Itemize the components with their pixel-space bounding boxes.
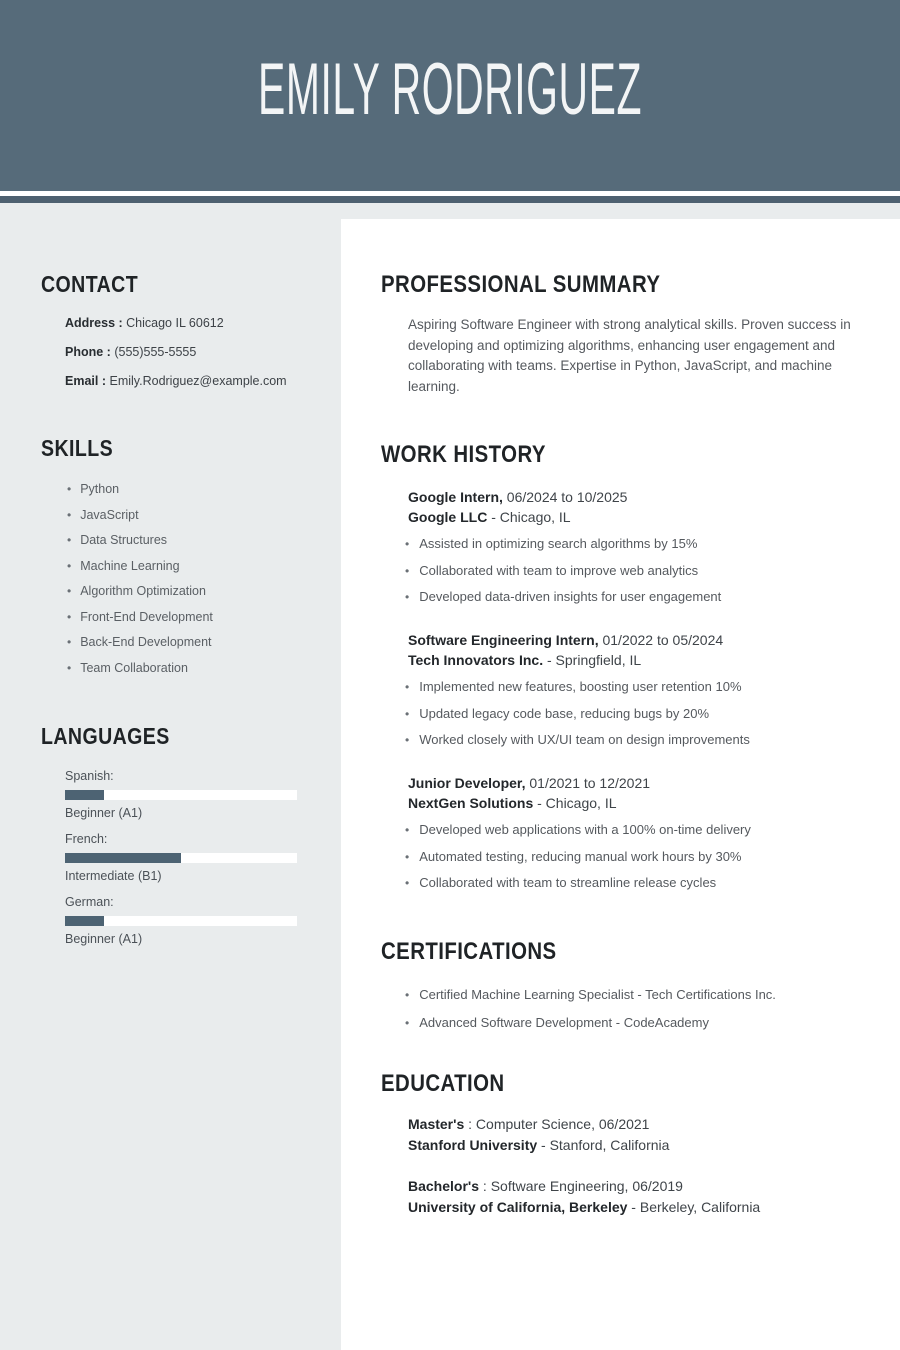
education-degree-line xyxy=(408,1114,872,1135)
job-bullet: • Automated testing, reducing manual work hours by 30% xyxy=(405,850,872,864)
language-group-german xyxy=(65,895,321,947)
contact-row-email xyxy=(65,374,321,389)
skill-item: • Team Collaboration xyxy=(67,661,321,675)
language-group-spanish xyxy=(65,769,321,821)
education-degree: Master's xyxy=(408,1115,465,1132)
languages-title: LANGUAGES xyxy=(41,722,170,749)
education-detail: : Computer Science, 06/2021 xyxy=(464,1115,650,1132)
skill-item: • Machine Learning xyxy=(67,559,321,573)
summary-text: Aspiring Software Engineer with strong analytical skills. Proven success in developing and optimizing algorithms, enhancing user engagement and collaborating with teams. Expertise in Python, JavaScript, and machine learning. xyxy=(408,317,851,394)
job-bullet: • Updated legacy code base, reducing bugs by 20% xyxy=(405,707,872,721)
job-location: - Springfield, IL xyxy=(547,652,642,668)
header-banner xyxy=(0,0,900,191)
main-panel xyxy=(341,219,900,1350)
job-role: Google Intern, xyxy=(408,489,503,505)
job-role-line xyxy=(408,630,872,650)
job-company: Google LLC xyxy=(408,509,488,525)
skill-item: • Data Structures xyxy=(67,533,321,547)
job-location: - Chicago, IL xyxy=(491,509,571,525)
language-group-french xyxy=(65,832,321,884)
job-role: Software Engineering Intern, xyxy=(408,632,599,648)
job-bullet: • Implemented new features, boosting user retention 10% xyxy=(405,680,872,694)
education-entry xyxy=(408,1114,872,1156)
education-detail: : Software Engineering, 06/2019 xyxy=(479,1177,683,1194)
language-progress-track xyxy=(65,916,297,926)
job-company: NextGen Solutions xyxy=(408,795,534,811)
contact-label: Address : xyxy=(65,316,123,330)
job-company: Tech Innovators Inc. xyxy=(408,652,544,668)
contact-row-address xyxy=(65,316,321,331)
job-entry xyxy=(408,630,872,747)
education-location: - Berkeley, California xyxy=(627,1198,761,1215)
contact-rows xyxy=(65,316,321,389)
language-name: French: xyxy=(65,831,108,846)
sidebar xyxy=(0,203,341,1350)
education-school: Stanford University xyxy=(408,1136,538,1153)
summary-title: PROFESSIONAL SUMMARY xyxy=(381,271,661,298)
certifications-title: CERTIFICATIONS xyxy=(381,938,557,965)
job-company-line xyxy=(408,793,872,813)
language-progress-track xyxy=(65,853,297,863)
language-name: German: xyxy=(65,894,114,909)
job-dates: 01/2022 to 05/2024 xyxy=(602,632,724,648)
divider-dark xyxy=(0,196,900,203)
work-history-section xyxy=(381,441,872,890)
language-level: Intermediate (B1) xyxy=(65,868,162,883)
language-progress-fill xyxy=(65,853,181,863)
work-history-title: WORK HISTORY xyxy=(381,441,546,468)
job-bullets xyxy=(405,823,872,890)
contact-value: Emily.Rodriguez@example.com xyxy=(109,374,287,388)
skill-item: • Back-End Development xyxy=(67,635,321,649)
job-bullets xyxy=(405,537,872,604)
certification-item: • Advanced Software Development - CodeAcademy xyxy=(405,1016,872,1030)
job-location: - Chicago, IL xyxy=(537,795,617,811)
education-school-line xyxy=(408,1197,872,1218)
education-degree-line xyxy=(408,1176,872,1197)
job-dates: 06/2024 to 10/2025 xyxy=(506,489,628,505)
education-title: EDUCATION xyxy=(381,1069,505,1097)
job-role: Junior Developer, xyxy=(408,775,526,791)
job-bullet: • Worked closely with UX/UI team on design improvements xyxy=(405,733,872,747)
job-entry xyxy=(408,487,872,604)
job-bullet: • Developed data-driven insights for user engagement xyxy=(405,590,872,604)
content-area xyxy=(0,203,900,1350)
job-dates: 01/2021 to 12/2021 xyxy=(529,775,651,791)
job-bullet: • Developed web applications with a 100% on-time delivery xyxy=(405,823,872,837)
certification-list xyxy=(405,988,872,1030)
skills-title: SKILLS xyxy=(41,435,114,461)
job-bullet: • Collaborated with team to improve web analytics xyxy=(405,564,872,578)
language-groups xyxy=(65,769,321,947)
contact-row-phone xyxy=(65,345,321,360)
certification-item: • Certified Machine Learning Specialist - Tech Certifications Inc. xyxy=(405,988,872,1002)
contact-section xyxy=(41,271,321,389)
contact-value: Chicago IL 60612 xyxy=(126,316,224,330)
job-role-line xyxy=(408,773,872,793)
language-level: Beginner (A1) xyxy=(65,931,143,946)
certifications-section xyxy=(381,938,872,1030)
language-progress-fill xyxy=(65,916,104,926)
job-bullets xyxy=(405,680,872,747)
job-bullet: • Assisted in optimizing search algorithms by 15% xyxy=(405,537,872,551)
contact-value: (555)555-5555 xyxy=(114,345,197,359)
job-entry xyxy=(408,773,872,890)
language-level: Beginner (A1) xyxy=(65,805,143,820)
language-progress-track xyxy=(65,790,297,800)
skill-item: • Front-End Development xyxy=(67,610,321,624)
skill-item: • JavaScript xyxy=(67,508,321,522)
contact-title: CONTACT xyxy=(41,271,139,297)
language-name: Spanish: xyxy=(65,768,114,783)
skill-item: • Python xyxy=(67,482,321,496)
education-entry xyxy=(408,1176,872,1218)
skills-section xyxy=(41,435,321,675)
education-location: - Stanford, California xyxy=(537,1136,670,1153)
languages-section xyxy=(41,723,321,947)
education-school-line xyxy=(408,1135,872,1156)
candidate-name: EMILY RODRIGUEZ xyxy=(258,49,642,130)
skill-item: • Algorithm Optimization xyxy=(67,584,321,598)
education-degree: Bachelor's xyxy=(408,1177,480,1194)
language-progress-fill xyxy=(65,790,104,800)
contact-label: Email : xyxy=(65,374,106,388)
education-section xyxy=(381,1070,872,1218)
contact-label: Phone : xyxy=(65,345,111,359)
job-bullet: • Collaborated with team to streamline release cycles xyxy=(405,876,872,890)
job-company-line xyxy=(408,650,872,670)
job-company-line xyxy=(408,507,872,527)
summary-section xyxy=(381,271,872,397)
job-role-line xyxy=(408,487,872,507)
education-school: University of California, Berkeley xyxy=(408,1198,628,1215)
skills-list xyxy=(67,482,321,675)
